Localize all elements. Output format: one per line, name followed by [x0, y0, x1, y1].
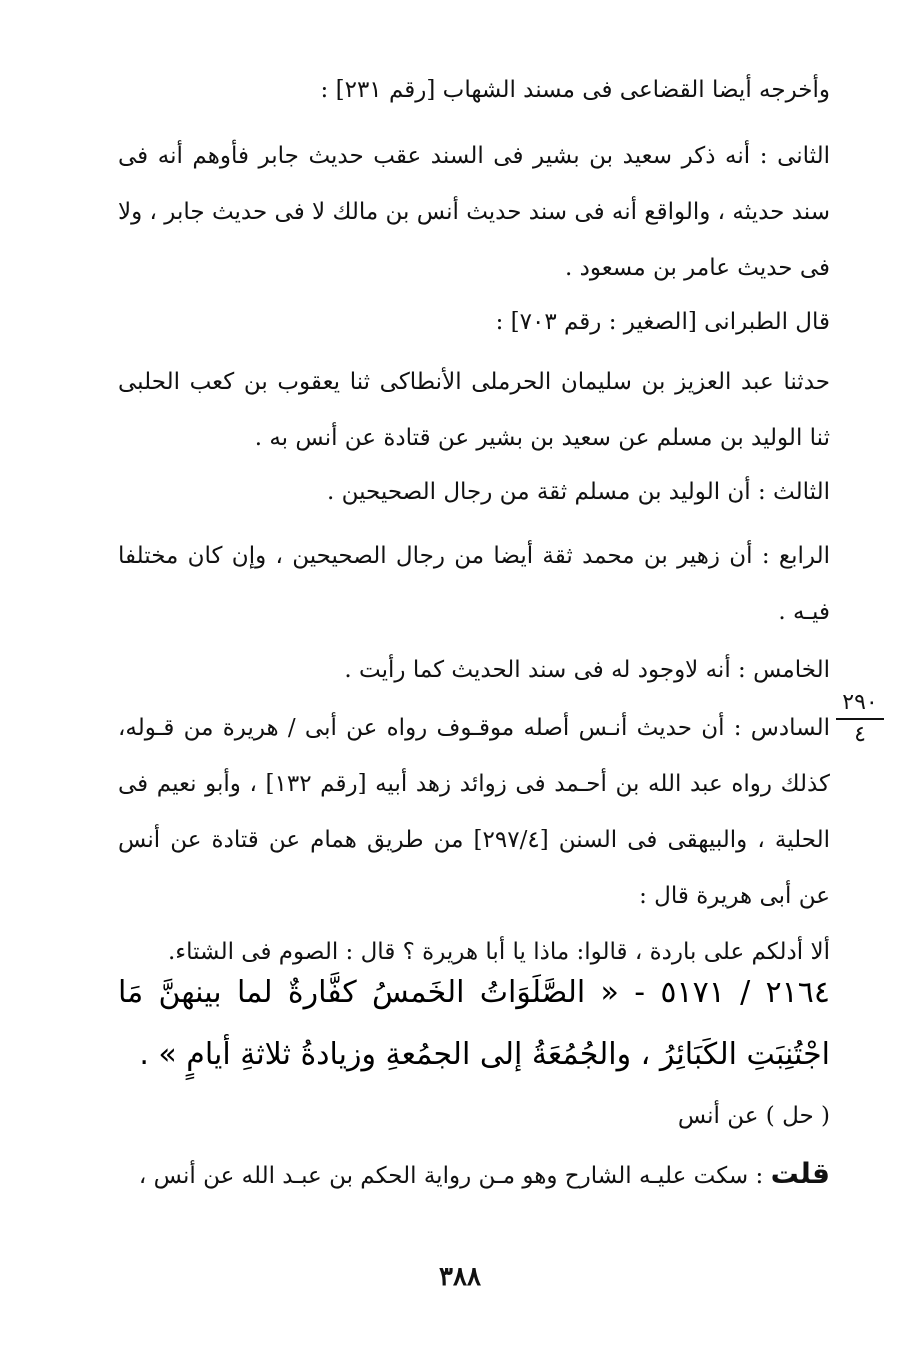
- margin-ref-bottom: ٤: [854, 722, 866, 747]
- margin-reference: [836, 690, 884, 748]
- commentary-text: : سكت عليـه الشارح وهو مـن رواية الحكم بن عبـد الله عن أنس ،: [138, 1163, 764, 1189]
- paragraph-isnad: حدثنا عبد العزيز بن سليمان الحرملى الأنطاكى ثنا يعقوب بن كعب الحلبى ثنا الوليد بن مسلم عن سعيد بن بشير عن قتادة عن أنس به .: [118, 369, 830, 451]
- main-text: [118, 62, 830, 965]
- paragraph-fourth: الرابع : أن زهير بن محمد ثقة أيضا من رجال الصحيحين ، وإن كان مختلفا فيـه .: [118, 543, 830, 625]
- source-ref-text: ( حل ) عن أنس: [677, 1103, 830, 1129]
- paragraph-sixth: السادس : أن حديث أنـس أصله موقـوف رواه عن أبى / هريرة من قـوله، كذلك رواه عبد الله بن أحـمد فى زوائد زهد أبيه [رقم ١٣٢] ، وأبو نعيم فى الحلية ، والبيهقى فى السنن [٢٩٧/٤] من طريق همام عن قتادة عن أنس عن أبى هريرة قال :: [118, 715, 830, 909]
- page-number: ٣٨٨: [439, 1262, 481, 1292]
- margin-ref-top: ٢٩٠: [842, 690, 878, 715]
- hadith-text: ٢١٦٤ / ٥١٧١ - « الصَّلَوَاتُ الخَمسُ كفَّارةٌ لما بينهنَّ مَا اجْتُنِبَتِ الكَبَائِرُ ، والجُمُعَةُ إلى الجمُعةِ وزيادةُ ثلاثةِ أيامٍ » .: [118, 975, 830, 1072]
- source-reference: [118, 1088, 830, 1144]
- paragraph-abu-hurayra: ألا أدلكم على باردة ، قالوا: ماذا يا أبا هريرة ؟ قال : الصوم فى الشتاء.: [167, 939, 830, 965]
- paragraph-fifth: الخامس : أنه لاوجود له فى سند الحديث كما رأيت .: [344, 657, 830, 683]
- paragraph-third: الثالث : أن الوليد بن مسلم ثقة من رجال الصحيحين .: [326, 479, 830, 505]
- paragraph-second: الثانى : أنه ذكر سعيد بن بشير فى السند عقب حديث جابر فأوهم أنه فى سند حديثه ، والواقع أنه فى سند حديث أنس بن مالك لا فى حديث جابر ، ولا فى حديث عامر بن مسعود .: [118, 143, 830, 281]
- commentary-label: قلت: [770, 1157, 830, 1190]
- commentary: [118, 1146, 830, 1204]
- paragraph-tabarani-ref: قال الطبرانى [الصغير : رقم ٧٠٣] :: [495, 309, 830, 335]
- paragraph-qudai: وأخرجه أيضا القضاعى فى مسند الشهاب [رقم ٢٣١] :: [320, 77, 830, 103]
- margin-ref-divider: [836, 718, 884, 720]
